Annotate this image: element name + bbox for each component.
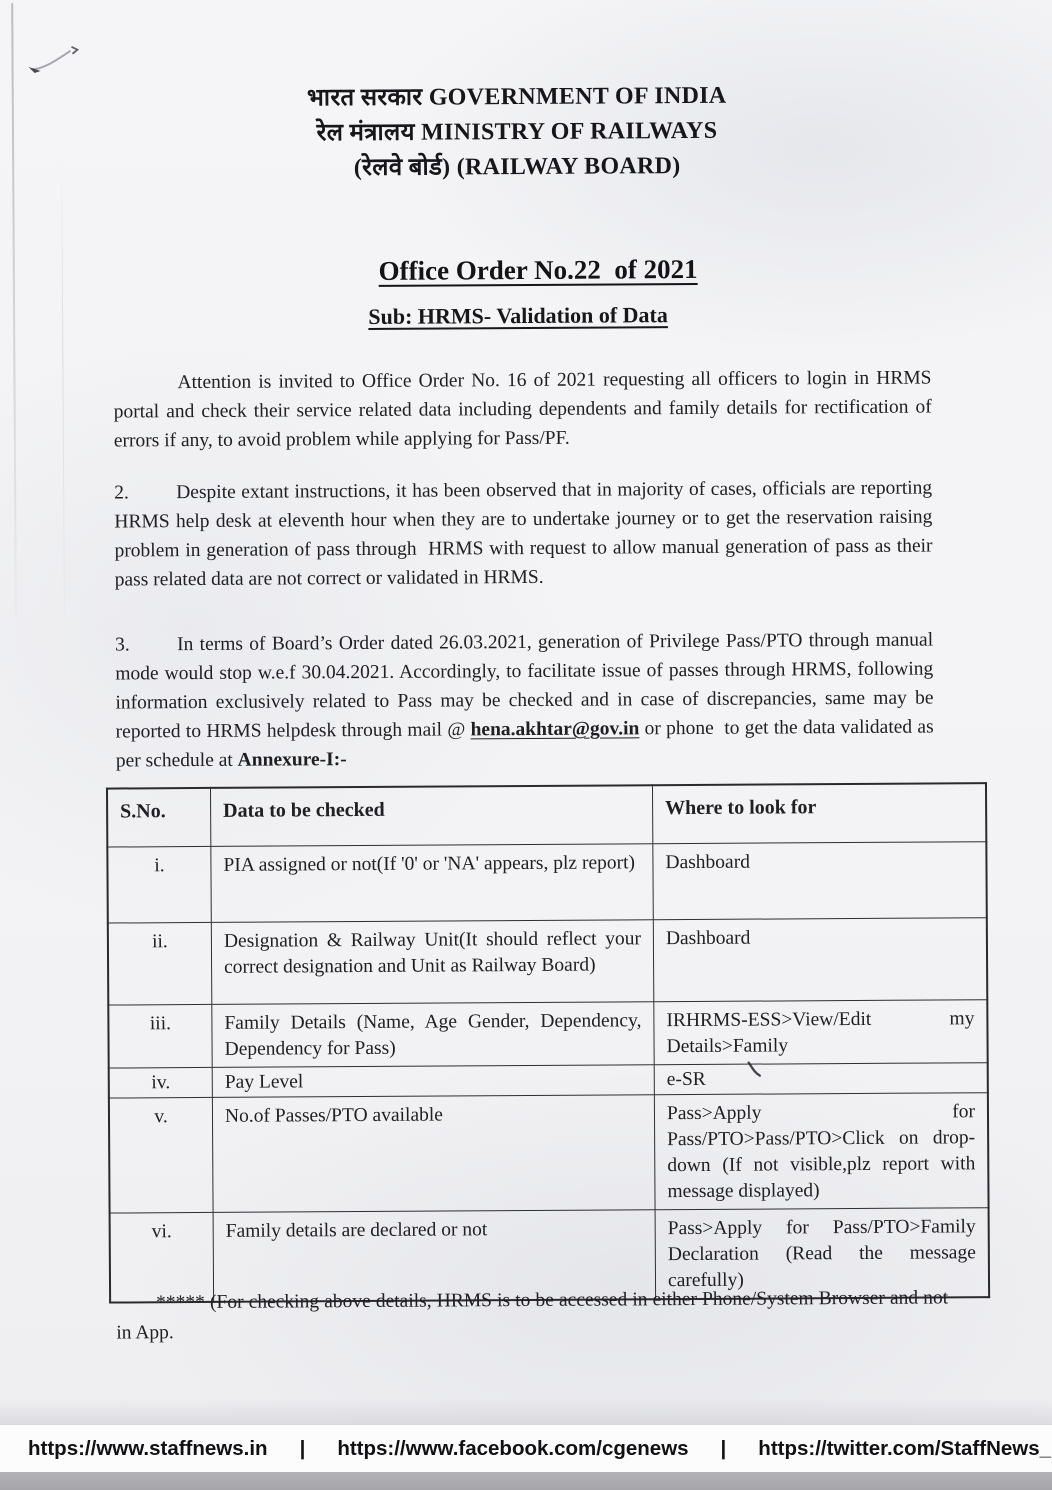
table-row bbox=[107, 841, 986, 922]
paragraph-2 bbox=[114, 474, 938, 595]
cell-where: Pass>Apply for Pass/PTO>Family Declaration (Read the message carefully) bbox=[655, 1207, 989, 1299]
footnote-text: ***** (For checking above details, HRMS is to be accessed in either Phone/System Browser and not in App. bbox=[116, 1287, 949, 1344]
footnote bbox=[116, 1283, 948, 1348]
cell-sno: ii. bbox=[108, 922, 212, 1005]
pen-tick-artifact bbox=[743, 1057, 769, 1088]
footer-link-facebook: https://www.facebook.com/cgenews bbox=[337, 1436, 689, 1460]
cell-check: Designation & Railway Unit(It should reflect your correct designation and Unit as Railway Board) bbox=[211, 919, 653, 1004]
paragraph-3 bbox=[115, 626, 939, 776]
header-line-3: (रेलवे बोर्ड) (RAILWAY BOARD) bbox=[353, 153, 681, 182]
footer-separator: | bbox=[299, 1436, 306, 1460]
header-cell-where: Where to look for bbox=[652, 783, 986, 843]
helpdesk-email: hena.akhtar@gov.in bbox=[470, 718, 640, 741]
paragraph-2-text: Despite extant instructions, it has been observed that in majority of cases, officials are reporting HRMS help desk at eleventh hour when they are to undertake journey or to get the reservation raising problem in generation of pass through HRMS with request to allow manual generation of pass as their pass related data are not correct or validated in HRMS. bbox=[114, 477, 938, 591]
cell-where: Dashboard bbox=[653, 917, 987, 1001]
scan-bottom-shading bbox=[0, 1398, 1052, 1424]
header-line-2: रेल मंत्रालय MINISTRY OF RAILWAYS bbox=[316, 117, 718, 147]
table-header-row bbox=[107, 783, 986, 846]
cell-where: e-SR bbox=[654, 1062, 988, 1094]
subject-text: Sub: HRMS- Validation of Data bbox=[368, 302, 668, 329]
paragraph-3-text-after-email: or phone to get the data validated as per schedule at bbox=[115, 716, 939, 772]
cell-check: Family details are declared or not bbox=[213, 1209, 656, 1301]
cell-check: No.of Passes/PTO available bbox=[212, 1094, 655, 1212]
annexure-table bbox=[106, 782, 990, 1303]
pen-mark-artifact bbox=[18, 37, 90, 86]
cell-where: IRHRMS-ESS>View/Edit my Details>Family bbox=[654, 999, 988, 1064]
footer-link-twitter: https://twitter.com/StaffNews_ bbox=[758, 1436, 1052, 1460]
paragraph-3-number: 3. bbox=[115, 634, 130, 656]
cell-check: Pay Level bbox=[212, 1064, 654, 1097]
footer-banner bbox=[0, 1424, 1052, 1472]
footer-link-staffnews: https://www.staffnews.in bbox=[28, 1436, 268, 1460]
paragraph-1-text: Attention is invited to Office Order No. 16 of 2021 requesting all officers to login in HRMS portal and check their service related data including dependents and family details for rectification of errors if any, to avoid problem while applying for Pass/PF. bbox=[113, 367, 932, 452]
cell-check: Family Details (Name, Age Gender, Dependency, Dependency for Pass) bbox=[212, 1001, 654, 1067]
government-header bbox=[0, 77, 1037, 188]
cell-sno: iii. bbox=[108, 1004, 212, 1068]
header-cell-check: Data to be checked bbox=[210, 785, 652, 846]
subject-line bbox=[0, 300, 1038, 332]
cell-check: PIA assigned or not(If '0' or 'NA' appears, plz report) bbox=[211, 843, 653, 922]
paragraph-2-number: 2. bbox=[114, 482, 129, 504]
paragraph-1 bbox=[113, 364, 932, 456]
cell-where: Pass>Apply for Pass/PTO>Pass/PTO>Click on drop-down (If not visible,plz report with message displayed) bbox=[654, 1092, 988, 1209]
table-row bbox=[108, 917, 987, 1004]
table-row bbox=[108, 999, 987, 1067]
cell-sno: v. bbox=[109, 1097, 213, 1213]
header-line-1: भारत सरकार GOVERNMENT OF INDIA bbox=[306, 82, 727, 112]
cell-sno: i. bbox=[107, 846, 211, 923]
footer-separator: | bbox=[720, 1436, 727, 1460]
order-title-text: Office Order No.22 of 2021 bbox=[378, 253, 698, 286]
table-row bbox=[109, 1092, 989, 1212]
paragraph-3-text-before-email: In terms of Board’s Order dated 26.03.2021, generation of Privilege Pass/PTO through manual mode would stop w.e.f 30.04.2021. Accordingly, to facilitate issue of passes through HRMS, following information exclusively related to Pass may be checked and in case of discrepancies, same may be reported to HRMS helpdesk through mail @ bbox=[115, 629, 939, 743]
cell-sno: vi. bbox=[110, 1212, 214, 1302]
cell-where: Dashboard bbox=[653, 841, 987, 919]
cell-sno: iv. bbox=[109, 1067, 213, 1098]
scanner-edge-strip bbox=[0, 1472, 1052, 1490]
scan-fold-line-faint bbox=[61, 153, 65, 613]
header-cell-sno: S.No. bbox=[107, 788, 211, 847]
annexure-label: Annexure-I:- bbox=[237, 749, 347, 771]
